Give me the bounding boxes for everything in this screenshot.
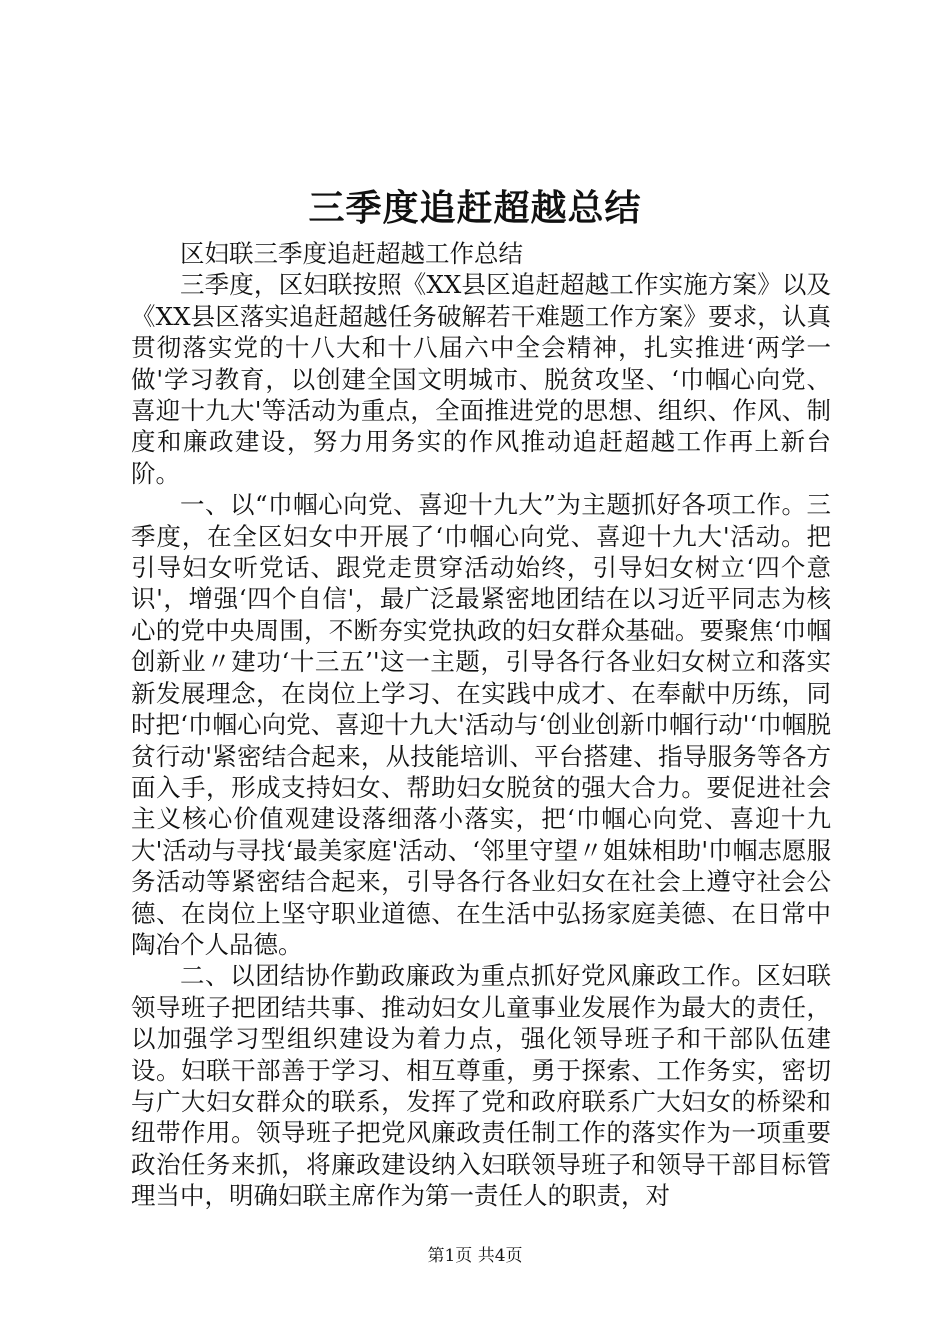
document-body [131,238,831,1212]
page-footer: 第1页 共4页 [427,1246,523,1266]
paragraph-section-2: 二、以团结协作勤政廉政为重点抓好党风廉政工作。区妇联领导班子把团结共事、推动妇女儿童事业发展作为最大的责任，以加强学习型组织建设为着力点，强化领导班子和干部队伍建设。妇联干部善于学习、相互尊重，勇于探索、工作务实，密切与广大妇女群众的联系，发挥了党和政府联系广大妇女的桥梁和纽带作用。领导班子把党风廉政责任制工作的落实作为一项重要政治任务来抓，将廉政建设纳入妇联领导班子和领导干部目标管理当中，明确妇联主席作为第一责任人的职责，对 [131,961,831,1211]
document-title: 三季度追赶超越总结 [308,187,642,229]
paragraph-intro: 三季度，区妇联按照《XX县区追赶超越工作实施方案》以及《XX县区落实追赶超越任务破解若干难题工作方案》要求，认真贯彻落实党的十八大和十八届六中全会精神，扎实推进‘两学一做'学习教育，以创建全国文明城市、脱贫攻坚、‘巾帼心向党、喜迎十九大'等活动为重点，全面推进党的思想、组织、作风、制度和廉政建设，努力用务实的作风推动追赶超越工作再上新台阶。 [131,270,831,488]
paragraph-section-1: 一、以“巾帼心向党、喜迎十九大”为主题抓好各项工作。三季度，在全区妇女中开展了‘巾帼心向党、喜迎十九大'活动。把引导妇女听党话、跟党走贯穿活动始终，引导妇女树立‘四个意识'，增强‘四个自信'，最广泛最紧密地团结在以习近平同志为核心的党中央周围，不断夯实党执政的妇女群众基础。要聚焦‘巾帼创新业〃建功‘十三五’'这一主题，引导各行各业妇女树立和落实新发展理念，在岗位上学习、在实践中成才、在奉献中历练，同时把‘巾帼心向党、喜迎十九大'活动与‘创业创新巾帼行动'‘巾帼脱贫行动'紧密结合起来，从技能培训、平台搭建、指导服务等各方面入手，形成支持妇女、帮助妇女脱贫的强大合力。要促进社会主义核心价值观建设落细落小落实，把‘巾帼心向党、喜迎十九大'活动与寻找‘最美家庭'活动、‘邻里守望〃姐妹相助'巾帼志愿服务活动等紧密结合起来，引导各行各业妇女在社会上遵守社会公德、在岗位上坚守职业道德、在生活中弘扬家庭美德、在日常中陶冶个人品德。 [131,490,831,959]
paragraph-subtitle: 区妇联三季度追赶超越工作总结 [180,239,523,268]
